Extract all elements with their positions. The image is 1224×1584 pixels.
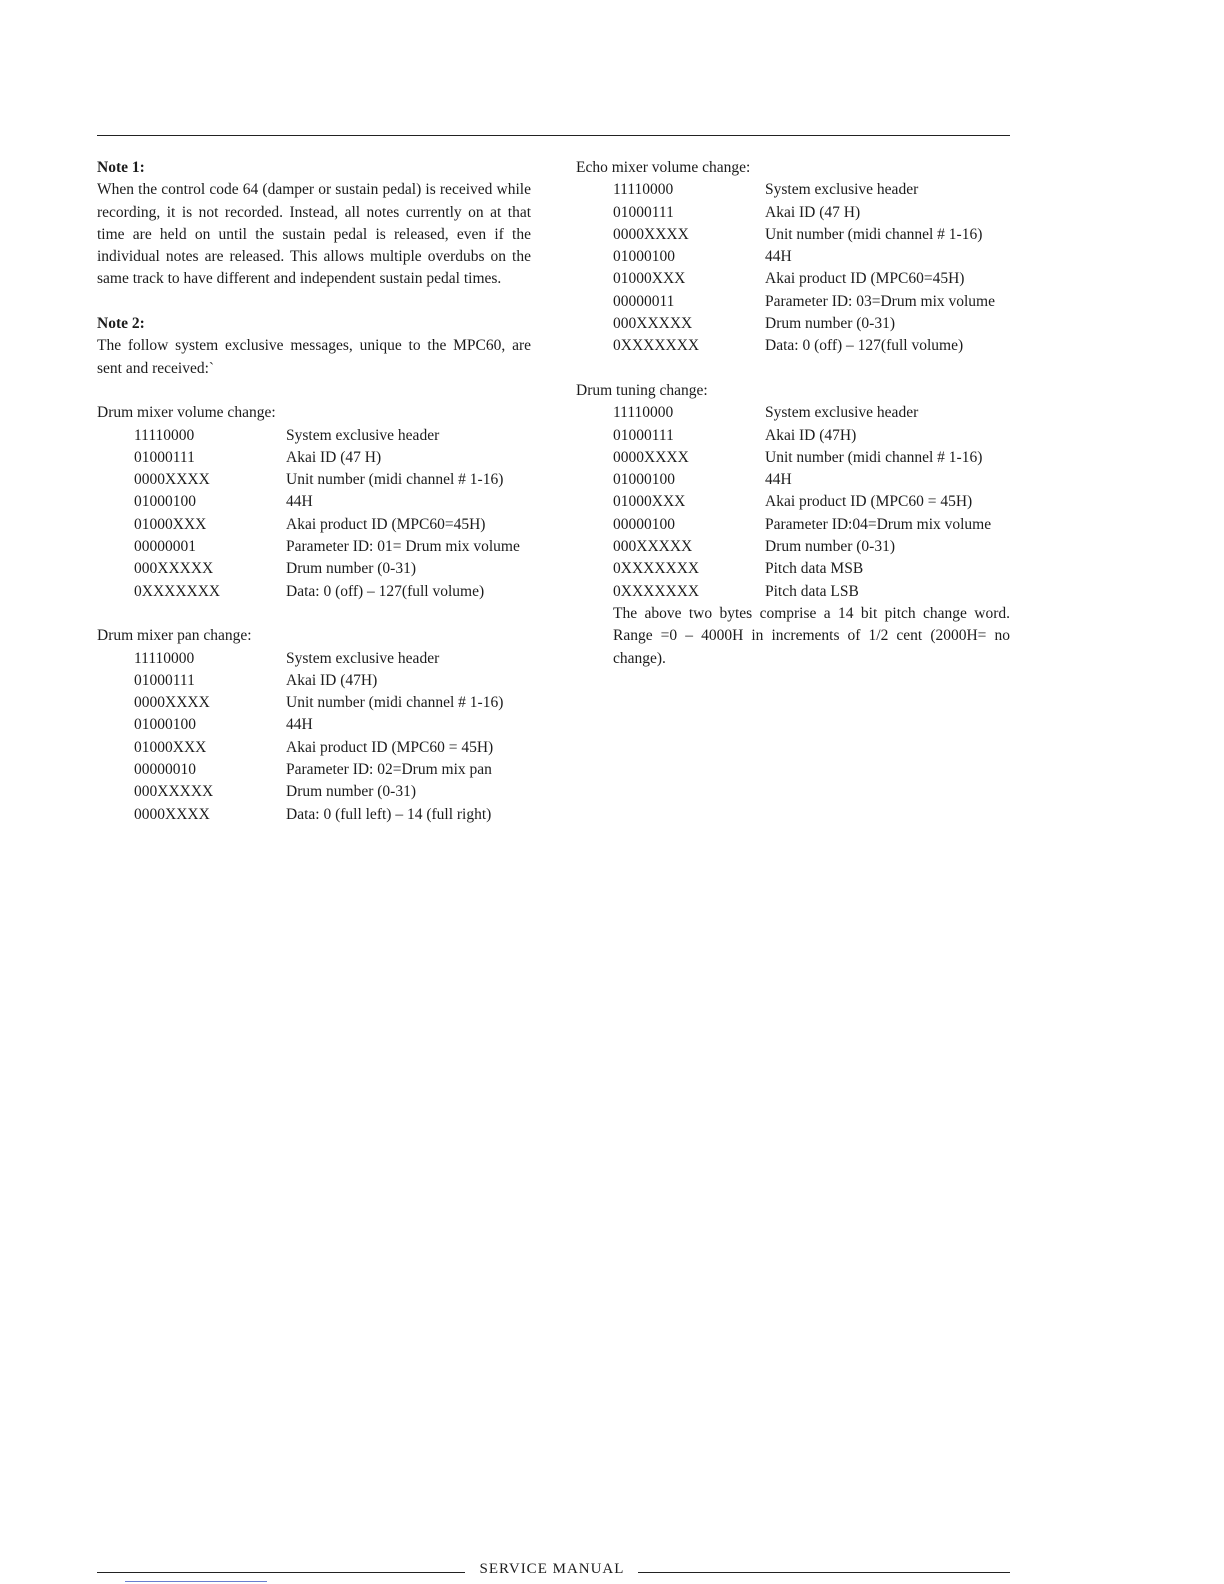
table-row — [97, 491, 531, 513]
footer-rule-right — [638, 1572, 1010, 1573]
byte-code: 01000100 — [134, 716, 196, 734]
table-row — [576, 335, 1010, 357]
drum-mixer-pan-title: Drum mixer pan change: — [97, 627, 252, 645]
byte-code: 01000XXX — [134, 515, 207, 533]
table-row — [576, 469, 1010, 491]
byte-code: 0XXXXXXX — [613, 560, 700, 578]
table-row — [97, 447, 531, 469]
byte-desc: Pitch data MSB — [765, 560, 864, 578]
byte-desc: Parameter ID: 01= Drum mix volume — [286, 538, 520, 556]
byte-code: 11110000 — [613, 404, 674, 422]
byte-desc: Drum number (0-31) — [286, 783, 416, 801]
byte-desc: Unit number (midi channel # 1-16) — [286, 471, 504, 489]
byte-desc: Parameter ID:04=Drum mix volume — [765, 515, 992, 533]
table-row — [97, 469, 531, 491]
byte-code: 11110000 — [134, 649, 195, 667]
left-column — [97, 157, 531, 826]
note2-text: The follow system exclusive messages, unique to the MPC60, are sent and received:` — [97, 337, 531, 377]
byte-desc: Data: 0 (off) – 127(full volume) — [765, 337, 964, 355]
byte-code: 000XXXXX — [613, 315, 693, 333]
drum-mixer-volume-table — [97, 425, 531, 603]
byte-desc: Drum number (0-31) — [765, 315, 895, 333]
table-row — [576, 202, 1010, 224]
byte-code: 0000XXXX — [134, 471, 210, 489]
byte-desc: 44H — [286, 716, 313, 734]
drum-tuning-title: Drum tuning change: — [576, 381, 708, 399]
note1-heading: Note 1: — [97, 159, 145, 176]
byte-code: 11110000 — [134, 426, 195, 444]
table-row — [97, 804, 531, 826]
table-row — [576, 558, 1010, 580]
footer-underline — [125, 1581, 267, 1582]
table-row — [97, 514, 531, 536]
table-row — [576, 425, 1010, 447]
table-row — [97, 781, 531, 803]
table-row — [97, 558, 531, 580]
byte-code: 00000011 — [613, 292, 675, 310]
byte-desc: Drum number (0-31) — [765, 538, 895, 556]
byte-desc: Data: 0 (full left) – 14 (full right) — [286, 805, 492, 823]
table-row — [576, 536, 1010, 558]
byte-code: 0000XXXX — [134, 694, 210, 712]
table-row — [97, 692, 531, 714]
table-row — [97, 670, 531, 692]
drum-tuning-table — [576, 402, 1010, 603]
byte-desc: Akai product ID (MPC60 = 45H) — [765, 493, 973, 511]
byte-code: 01000XXX — [613, 493, 686, 511]
byte-desc: Akai product ID (MPC60=45H) — [286, 515, 486, 533]
byte-code: 00000010 — [134, 761, 196, 779]
byte-code: 01000100 — [613, 248, 675, 266]
table-row — [576, 268, 1010, 290]
byte-desc: Akai ID (47H) — [765, 426, 857, 444]
byte-desc: Akai product ID (MPC60 = 45H) — [286, 738, 494, 756]
byte-desc: System exclusive header — [286, 426, 440, 444]
byte-desc: Drum number (0-31) — [286, 560, 416, 578]
byte-desc: Parameter ID: 02=Drum mix pan — [286, 761, 492, 779]
byte-code: 0000XXXX — [134, 805, 210, 823]
byte-code: 0XXXXXXX — [134, 582, 221, 600]
byte-code: 00000100 — [613, 515, 675, 533]
byte-desc: Akai ID (47 H) — [286, 448, 382, 466]
note2-heading: Note 2: — [97, 315, 145, 333]
table-row — [97, 536, 531, 558]
footer-label: SERVICE MANUAL — [479, 1561, 625, 1577]
byte-desc: 44H — [765, 471, 792, 489]
byte-code: 0000XXXX — [613, 225, 689, 243]
byte-code: 01000111 — [134, 671, 195, 689]
byte-desc: Pitch data LSB — [765, 582, 859, 600]
table-row — [576, 179, 1010, 201]
footer-rule-left — [97, 1572, 465, 1573]
table-row — [97, 425, 531, 447]
byte-desc: Unit number (midi channel # 1-16) — [765, 448, 983, 466]
byte-code: 00000001 — [134, 538, 196, 556]
byte-desc: 44H — [765, 248, 792, 266]
table-row — [576, 291, 1010, 313]
table-row — [576, 447, 1010, 469]
byte-code: 01000XXX — [613, 270, 686, 288]
page-footer — [97, 1561, 1010, 1583]
byte-code: 11110000 — [613, 181, 674, 199]
byte-code: 000XXXXX — [134, 783, 214, 801]
note1-text: When the control code 64 (damper or sustain pedal) is received while recording, it is not recorded. Instead, all notes currently on at that time are held on until the sustain pedal is released, even if the individual notes are released. This allows multiple overdubs on the same track to have different and independent sustain pedal times. — [97, 181, 531, 288]
right-column — [576, 157, 1010, 670]
byte-desc: System exclusive header — [286, 649, 440, 667]
table-row — [97, 714, 531, 736]
pitch-footnote: The above two bytes comprise a 14 bit pitch change word. Range =0 – 4000H in increments of 1/2 cent (2000H= no change). — [613, 604, 1010, 667]
table-row — [97, 759, 531, 781]
byte-desc: Akai product ID (MPC60=45H) — [765, 270, 965, 288]
table-row — [97, 737, 531, 759]
byte-desc: Parameter ID: 03=Drum mix volume — [765, 292, 995, 310]
byte-desc: 44H — [286, 493, 313, 511]
table-row — [97, 581, 531, 603]
byte-code: 01000100 — [134, 493, 196, 511]
table-row — [576, 313, 1010, 335]
byte-code: 000XXXXX — [613, 538, 693, 556]
top-rule — [97, 135, 1010, 136]
table-row — [576, 581, 1010, 603]
byte-code: 0XXXXXXX — [613, 582, 700, 600]
byte-code: 0000XXXX — [613, 448, 689, 466]
byte-desc: Unit number (midi channel # 1-16) — [765, 225, 983, 243]
byte-code: 01000111 — [613, 203, 674, 221]
byte-desc: Data: 0 (off) – 127(full volume) — [286, 582, 485, 600]
echo-mixer-volume-table — [576, 179, 1010, 357]
table-row — [576, 491, 1010, 513]
drum-mixer-pan-table — [97, 648, 531, 826]
table-row — [576, 402, 1010, 424]
byte-desc: Akai ID (47 H) — [765, 203, 861, 221]
table-row — [576, 246, 1010, 268]
byte-code: 01000111 — [134, 448, 195, 466]
byte-desc: System exclusive header — [765, 181, 919, 199]
byte-code: 01000100 — [613, 471, 675, 489]
byte-code: 0XXXXXXX — [613, 337, 700, 355]
byte-desc: System exclusive header — [765, 404, 919, 422]
echo-mixer-volume-title: Echo mixer volume change: — [576, 159, 751, 176]
byte-code: 000XXXXX — [134, 560, 214, 578]
table-row — [576, 514, 1010, 536]
byte-code: 01000111 — [613, 426, 674, 444]
byte-desc: Akai ID (47H) — [286, 671, 378, 689]
table-row — [576, 224, 1010, 246]
byte-code: 01000XXX — [134, 738, 207, 756]
byte-desc: Unit number (midi channel # 1-16) — [286, 694, 504, 712]
table-row — [97, 648, 531, 670]
drum-mixer-volume-title: Drum mixer volume change: — [97, 404, 276, 422]
